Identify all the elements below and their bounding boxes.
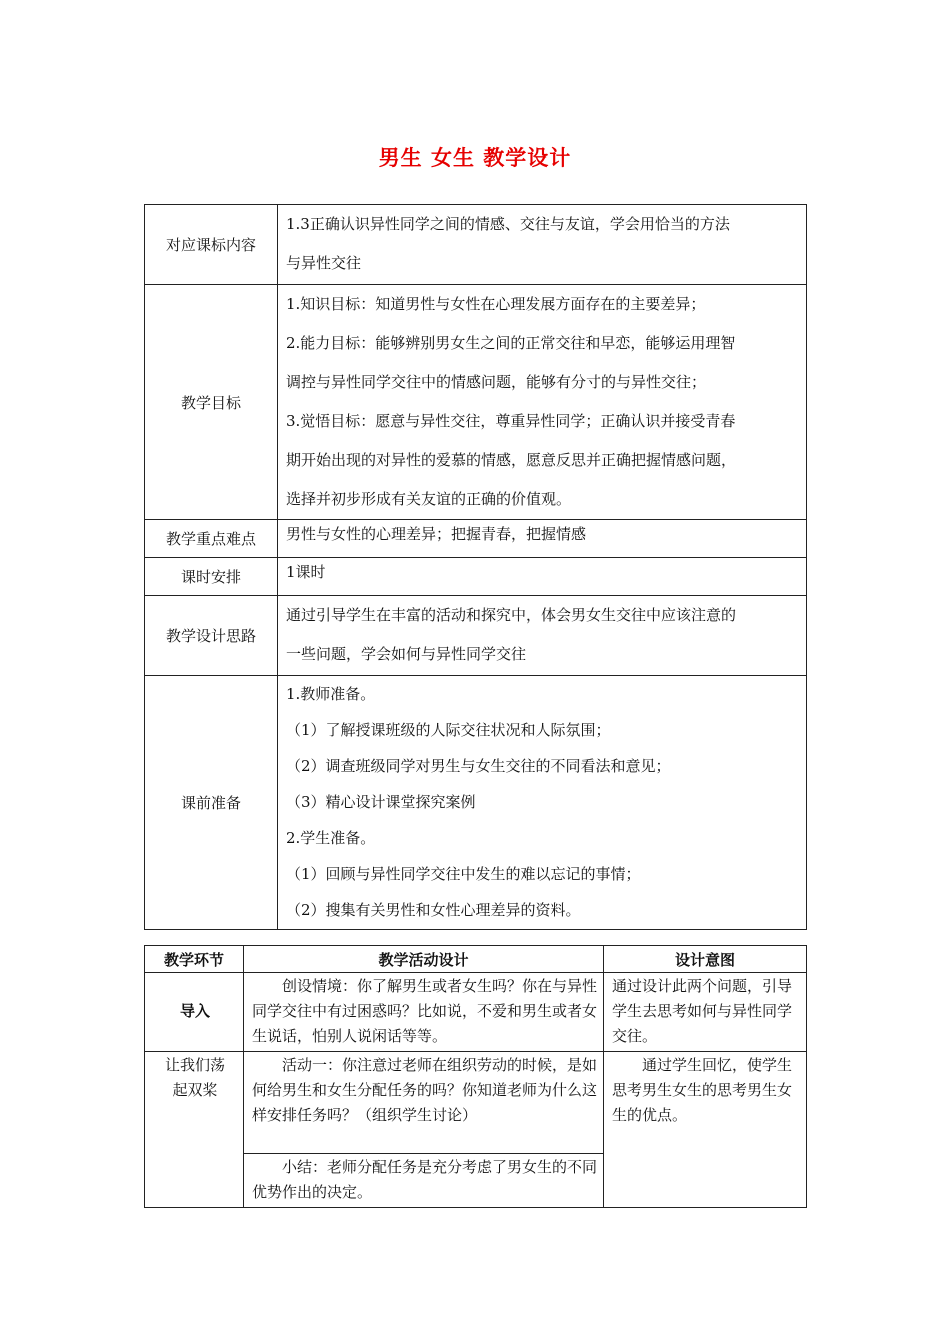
table-row	[145, 1052, 807, 1154]
text-line: 2.能力目标：能够辨别男女生之间的正常交往和早恋，能够运用理智	[286, 334, 736, 352]
preparation-content	[278, 676, 807, 930]
text-line: 选择并初步形成有关友谊的正确的价值观。	[286, 490, 572, 508]
table-row	[145, 596, 807, 676]
stage-row2	[145, 1052, 244, 1208]
text-line: （3）精心设计课堂探究案例	[286, 793, 476, 811]
header-intent: 设计意图	[604, 946, 807, 973]
table-row	[145, 205, 807, 285]
text-line: 3.觉悟目标：愿意与异性交往，尊重异性同学；正确认识并接受青春	[286, 412, 736, 430]
key-points-label: 教学重点难点	[145, 520, 278, 558]
table-row	[145, 285, 807, 520]
stage-intro: 导入	[145, 973, 244, 1052]
text-line: 1.教师准备。	[286, 685, 376, 703]
table-row	[145, 558, 807, 596]
text-line: 2.学生准备。	[286, 829, 376, 847]
text-line: （1）回顾与异性同学交往中发生的难以忘记的事情；	[286, 865, 641, 883]
design-idea-label: 教学设计思路	[145, 596, 278, 676]
curriculum-content	[278, 205, 807, 285]
table-row	[145, 973, 807, 1052]
teaching-flow-table	[144, 945, 807, 1208]
header-activity: 教学活动设计	[244, 946, 604, 973]
header-stage: 教学环节	[145, 946, 244, 973]
schedule-content: 1课时	[278, 558, 807, 596]
text-line: （2）搜集有关男性和女性心理差异的资料。	[286, 901, 581, 919]
objectives-label: 教学目标	[145, 285, 278, 520]
text-line: 期开始出现的对异性的爱慕的情感，愿意反思并正确把握情感问题，	[286, 451, 737, 469]
activity-summary: 小结：老师分配任务是充分考虑了男女生的不同优势作出的决定。	[244, 1154, 604, 1208]
text-line: 一些问题，学会如何与异性同学交往	[286, 645, 527, 663]
text-line: 通过引导学生在丰富的活动和探究中，体会男女生交往中应该注意的	[286, 606, 737, 624]
document-title: 男生 女生 教学设计	[378, 146, 572, 170]
curriculum-label: 对应课标内容	[145, 205, 278, 285]
stage-line: 让我们荡	[164, 1056, 225, 1074]
key-points-content: 男性与女性的心理差异；把握青春，把握情感	[278, 520, 807, 558]
activity-intro: 创设情境：你了解男生或者女生吗？你在与异性同学交往中有过困惑吗？比如说，不爱和男生或者女生说话，怕别人说闲话等等。	[244, 973, 604, 1052]
activity-one: 活动一：你注意过老师在组织劳动的时候，是如何给男生和女生分配任务的吗？你知道老师为什么这样安排任务吗？（组织学生讨论）	[244, 1052, 604, 1154]
objectives-content	[278, 285, 807, 520]
text-line: 1.知识目标：知道男性与女性在心理发展方面存在的主要差异；	[286, 295, 706, 313]
design-idea-content	[278, 596, 807, 676]
intent-row2: 通过学生回忆，使学生思考男生女生的思考男生女生的优点。	[604, 1052, 807, 1208]
table-row	[145, 676, 807, 930]
table-row	[145, 520, 807, 558]
schedule-label: 课时安排	[145, 558, 278, 596]
text-line: （2）调查班级同学对男生与女生交往的不同看法和意见；	[286, 757, 671, 775]
text-line: 1.3正确认识异性同学之间的情感、交往与友谊，学会用恰当的方法	[286, 215, 730, 233]
table-header-row	[145, 946, 807, 973]
intent-intro: 通过设计此两个问题，引导学生去思考如何与异性同学交往。	[604, 973, 807, 1052]
text-line: 与异性交往	[286, 254, 362, 272]
stage-line: 起双桨	[172, 1081, 218, 1099]
text-line: （1）了解授课班级的人际交往状况和人际氛围；	[286, 721, 611, 739]
lesson-info-table	[144, 204, 807, 930]
text-line: 调控与异性同学交往中的情感问题，能够有分寸的与异性交往；	[286, 373, 707, 391]
preparation-label: 课前准备	[145, 676, 278, 930]
